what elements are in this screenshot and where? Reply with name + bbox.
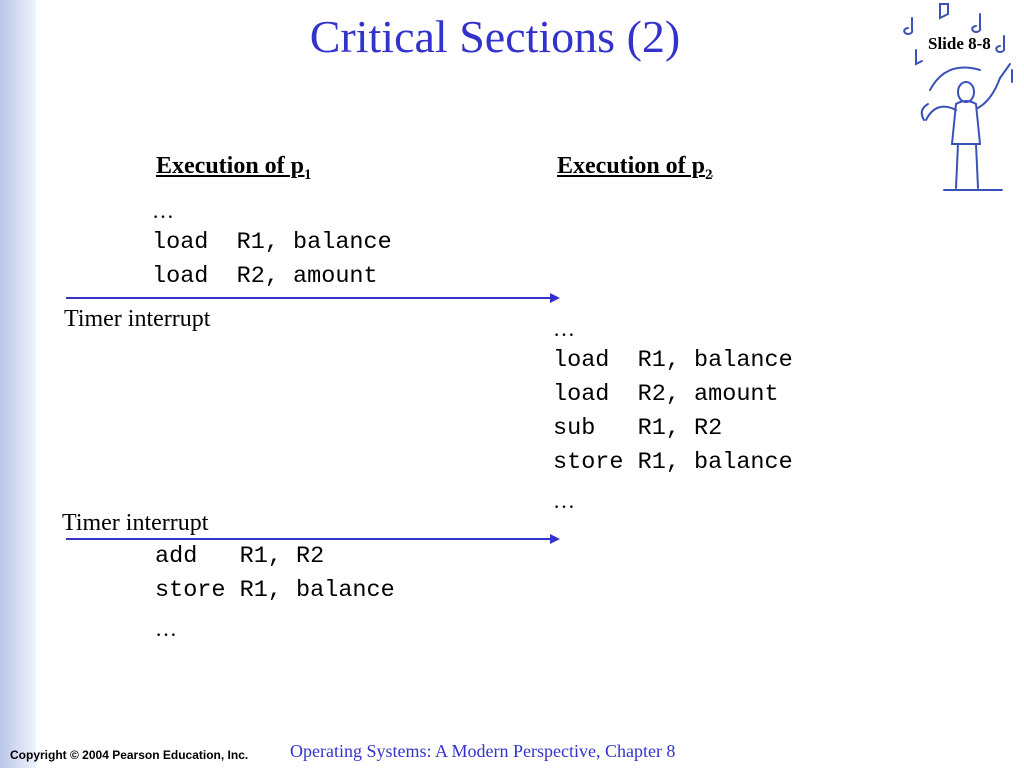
- slide-number: Slide 8-8: [928, 34, 991, 53]
- p1-ellipsis-bottom: …: [155, 616, 177, 641]
- sidebar-band: [0, 0, 36, 768]
- book-footer: Operating Systems: A Modern Perspective, Chapter 8: [290, 741, 676, 761]
- timer-interrupt-label-1: Timer interrupt: [64, 306, 211, 332]
- p1-code-line-3: add R1, R2: [155, 543, 325, 570]
- heading-execution-p1: Execution of $p_1$: [156, 153, 312, 183]
- p2-code-line-2: load R2, amount: [553, 381, 779, 408]
- p2-code-line-4: store R1, balance: [553, 449, 793, 476]
- context-switch-arrow-1: [66, 290, 560, 306]
- timer-interrupt-label-2: Timer interrupt: [62, 510, 209, 536]
- p1-ellipsis-top: …: [152, 198, 174, 223]
- p2-code-line-1: load R1, balance: [553, 347, 793, 374]
- conductor-mascot-icon: [900, 0, 1024, 200]
- p1-code-line-4: store R1, balance: [155, 577, 395, 604]
- p1-code-line-2: load R2, amount: [152, 263, 378, 290]
- p2-ellipsis-top: …: [553, 316, 575, 341]
- p1-code-line-1: load R1, balance: [152, 229, 392, 256]
- slide-title: Critical Sections (2): [309, 11, 681, 62]
- p2-code-line-3: sub R1, R2: [553, 415, 723, 442]
- copyright-footer: Copyright © 2004 Pearson Education, Inc.: [10, 748, 249, 762]
- heading-execution-p2: Execution of $p_2$: [557, 153, 713, 183]
- p2-ellipsis-bottom: …: [553, 488, 575, 513]
